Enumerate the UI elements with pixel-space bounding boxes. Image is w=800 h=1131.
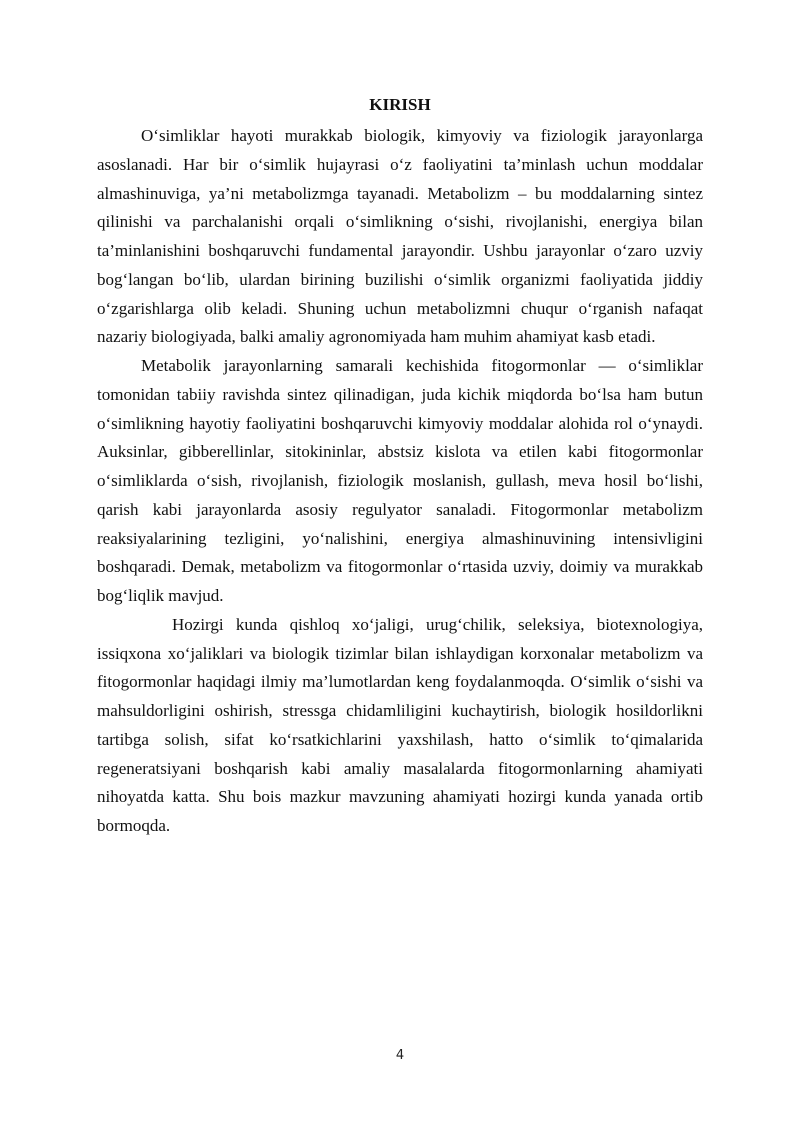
paragraph-3: Hozirgi kunda qishloq xo‘jaligi, urug‘chilik, seleksiya, biotexnologiya, issiqxona xo‘jaliklari va biologik tizimlar bilan ishlaydigan korxonalar metabolizm va fitogormonlar haqidagi ilmiy ma’lumotlardan keng foydalanmoqda. O‘simlik o‘sishi va mahsuldorligini oshirish, stressga chidamliligini kuchaytirish, biologik hosildorlikni tartibga solish, sifat ko‘rsatkichlarini yaxshilash, hatto o‘simlik to‘qimalarida regeneratsiyani boshqarish kabi amaliy masalalarda fitogormonlarning ahamiyati nihoyatda katta. Shu bois mazkur mavzuning ahamiyati hozirgi kunda yanada ortib bormoqda.: [97, 614, 703, 835]
document-page: [97, 92, 703, 841]
section-heading: KIRISH: [369, 95, 431, 114]
paragraph-2: Metabolik jarayonlarning samarali kechishida fitogormonlar — o‘simliklar tomonidan tabiiy ravishda sintez qilinadigan, juda kichik miqdorda bo‘lsa ham butun o‘simlikning hayotiy faoliyatini boshqaruvchi kimyoviy moddalar alohida rol o‘ynaydi. Auksinlar, gibberellinlar, sitokininlar, abstsiz kislota va etilen kabi fitogormonlar o‘simliklarda o‘sish, rivojlanish, fiziologik moslanish, gullash, meva hosil bo‘lishi, qarish kabi jarayonlarda asosiy regulyator sanaladi. Fitogormonlar metabolizm reaksiyalarining tezligini, yo‘nalishini, energiya almashinuvining intensivligini boshqaradi. Demak, metabolizm va fitogormonlar o‘rtasida uzviy, doimiy va murakkab bog‘liqlik mavjud.: [97, 356, 703, 605]
paragraph-1: O‘simliklar hayoti murakkab biologik, kimyoviy va fiziologik jarayonlarga asoslanadi. Har bir o‘simlik hujayrasi o‘z faoliyatini ta’minlash uchun moddalar almashinuviga, ya’ni metabolizmga tayanadi. Metabolizm – bu moddalarning sintez qilinishi va parchalanishi orqali o‘simlikning o‘sishi, rivojlanishi, energiya bilan ta’minlanishini boshqaruvchi fundamental jarayondir. Ushbu jarayonlar o‘zaro uzviy bog‘langan bo‘lib, ulardan birining buzilishi o‘simlik organizmi faoliyatida jiddiy o‘zgarishlarga olib keladi. Shuning uchun metabolizmni chuqur o‘rganish nafaqat nazariy biologiyada, balki amaliy agronomiyada ham muhim ahamiyat kasb etadi.: [97, 126, 703, 347]
page-number: 4: [395, 1048, 405, 1063]
